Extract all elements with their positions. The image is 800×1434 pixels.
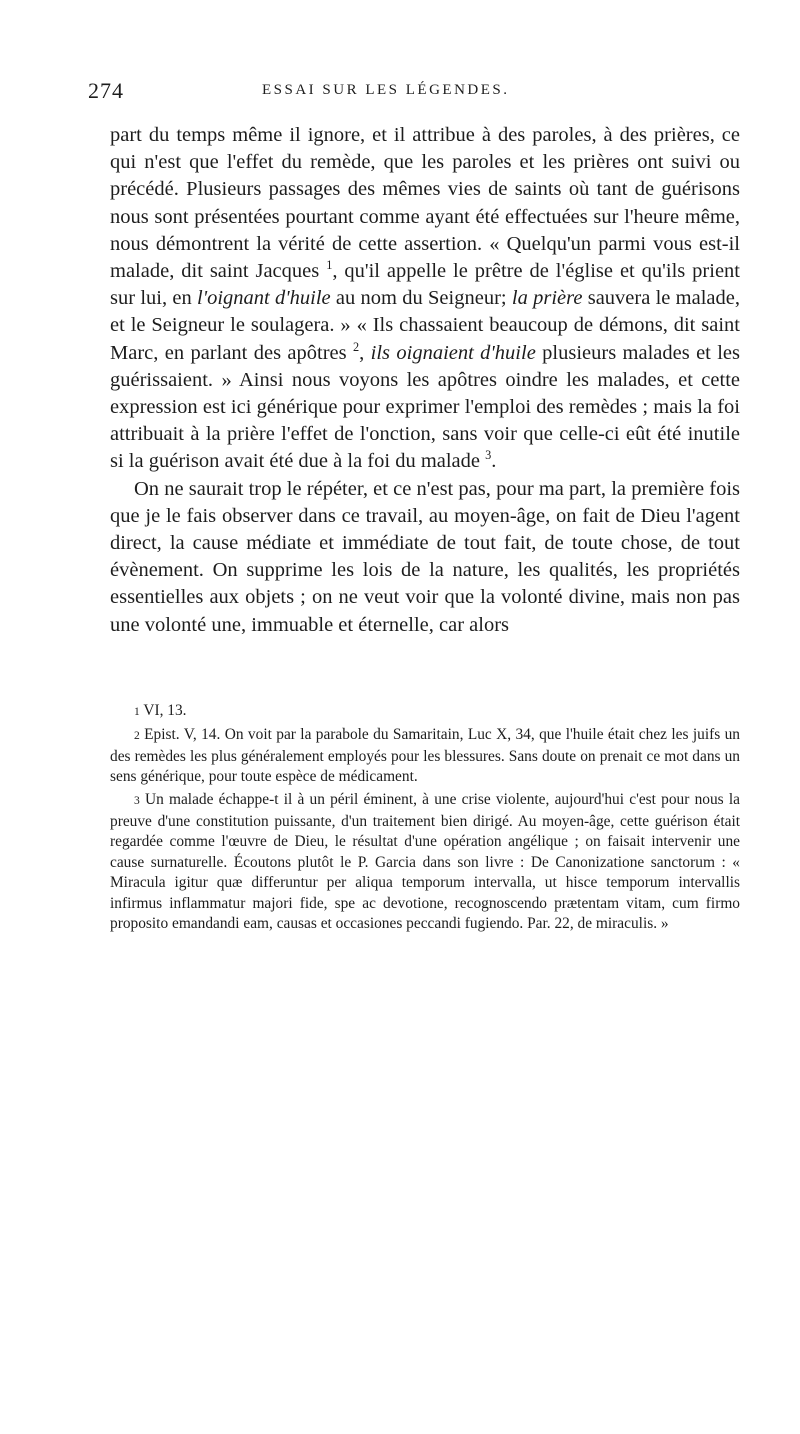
paragraph-1: part du temps même il ignore, et il attribue à des paroles, à des prières, ce qui n'est que l'effet du remède, que les paroles et les prières ont suivi ou précédé. Plusieurs passages des mêmes vies de saints où tant de guérisons nous sont présentées pourtant comme ayant été effectuées sur l'heure même, nous démontrent la vérité de cette assertion. « Quelqu'un parmi vous est-il malade, dit saint Jacques $^1$, qu'il appelle le prêtre de l'église et qu'ils prient sur lui, en l'oignant d'huile au nom du Seigneur; la prière sauvera le malade, et le Seigneur le soulagera. » « Ils chassaient beaucoup de démons, dit saint Marc, en parlant des apôtres $^2$, ils oignaient d'huile plusieurs malades et les guérissaient. » Ainsi nous voyons les apôtres oindre les malades, et cette expression est ici générique pour exprimer l'emploi des remèdes ; mais la foi attribuait à la prière l'effet de l'onction, sans voir que celle-ci eût été inutile si la guérison avait été due à la foi du malade $^3$. bbox=[110, 124, 740, 473]
italic-phrase: l'oignant d'huile bbox=[197, 287, 331, 310]
footnote-mark: 3 bbox=[134, 795, 140, 808]
italic-phrase: ils oignaient d'huile bbox=[370, 341, 536, 364]
italic-phrase: la prière bbox=[511, 287, 583, 310]
footnote: 1 VI, 13. bbox=[134, 701, 187, 719]
page-header bbox=[88, 78, 740, 122]
paragraph-2: On ne saurait trop le répéter, et ce n'est pas, pour ma part, la première fois que je le fais observer dans ce travail, au moyen-âge, on fait de Dieu l'agent direct, la cause médiate et immédiate de tout fait, de toute chose, de tout évènement. On supprime les lois de la nature, les qualités, les propriétés essentielles aux objets ; on ne veut voir que la volonté divine, mais non pas une volonté une, immuable et éternelle, car alors bbox=[110, 477, 740, 636]
footnotes bbox=[110, 701, 740, 934]
footnote: 2 Epist. V, 14. On voit par la parabole du Samaritain, Luc X, 34, que l'huile était chez les juifs un des remèdes les plus généralement employés pour les blessures. Sans doute on prenait ce mot dans un sens générique, pour toute espèce de médicament. bbox=[110, 726, 740, 786]
book-page bbox=[88, 78, 740, 937]
footnote: 3 Un malade échappe-t il à un péril éminent, à une crise violente, aujourd'hui c'est pour nous la preuve d'une constitution puissante, d'un traitement bien dirigé. Au moyen-âge, cette guérison était regardée comme l'œuvre de Dieu, le résultat d'une opération angélique ; on faisait intervenir une cause surnaturelle. Écoutons plutôt le P. Garcia dans son livre : De Canonizatione sanctorum : « Miracula igitur quæ differuntur per aliqua temporum intervalla, ut hisce temporum intervallis infirmus inflammatur majori fide, spe ac devotione, recognoscendo prætentam vitam, cum firmo proposito emandandi eam, causas et occasiones peccandi fugiendo. Par. 22, de miraculis. » bbox=[110, 791, 740, 932]
footnote-ref-1: 1 bbox=[326, 258, 333, 273]
running-title: ESSAI SUR LES LÉGENDES. bbox=[262, 82, 510, 98]
footnote-ref-2: 2 bbox=[352, 339, 360, 354]
footnote-mark: 1 bbox=[134, 705, 140, 718]
main-text bbox=[110, 122, 740, 639]
page-number: 274 bbox=[88, 78, 124, 103]
footnote-ref-3: 3 bbox=[485, 448, 492, 463]
footnote-mark: 2 bbox=[134, 730, 140, 743]
